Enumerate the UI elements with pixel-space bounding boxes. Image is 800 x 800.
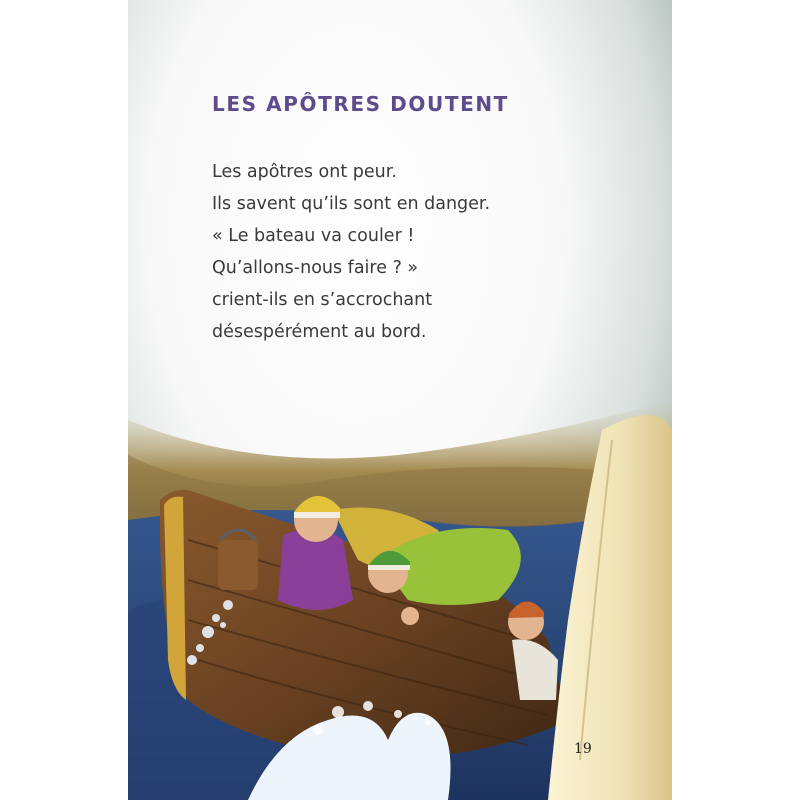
page-number: 19 (574, 741, 592, 757)
story-line: Les apôtres ont peur. (212, 162, 397, 182)
story-text (212, 156, 612, 348)
story-line: crient-ils en s’accrochant (212, 290, 433, 310)
story-line: Qu’allons-nous faire ? » (212, 258, 419, 278)
storm-boat-illustration (128, 0, 672, 800)
bucket (218, 540, 258, 590)
page-title: LES APÔTRES DOUTENT (212, 92, 509, 116)
story-line: Ils savent qu’ils sont en danger. (212, 194, 491, 214)
story-line: « Le bateau va couler ! (212, 226, 415, 246)
story-line: désespérément au bord. (212, 322, 427, 342)
book-page (128, 0, 672, 800)
